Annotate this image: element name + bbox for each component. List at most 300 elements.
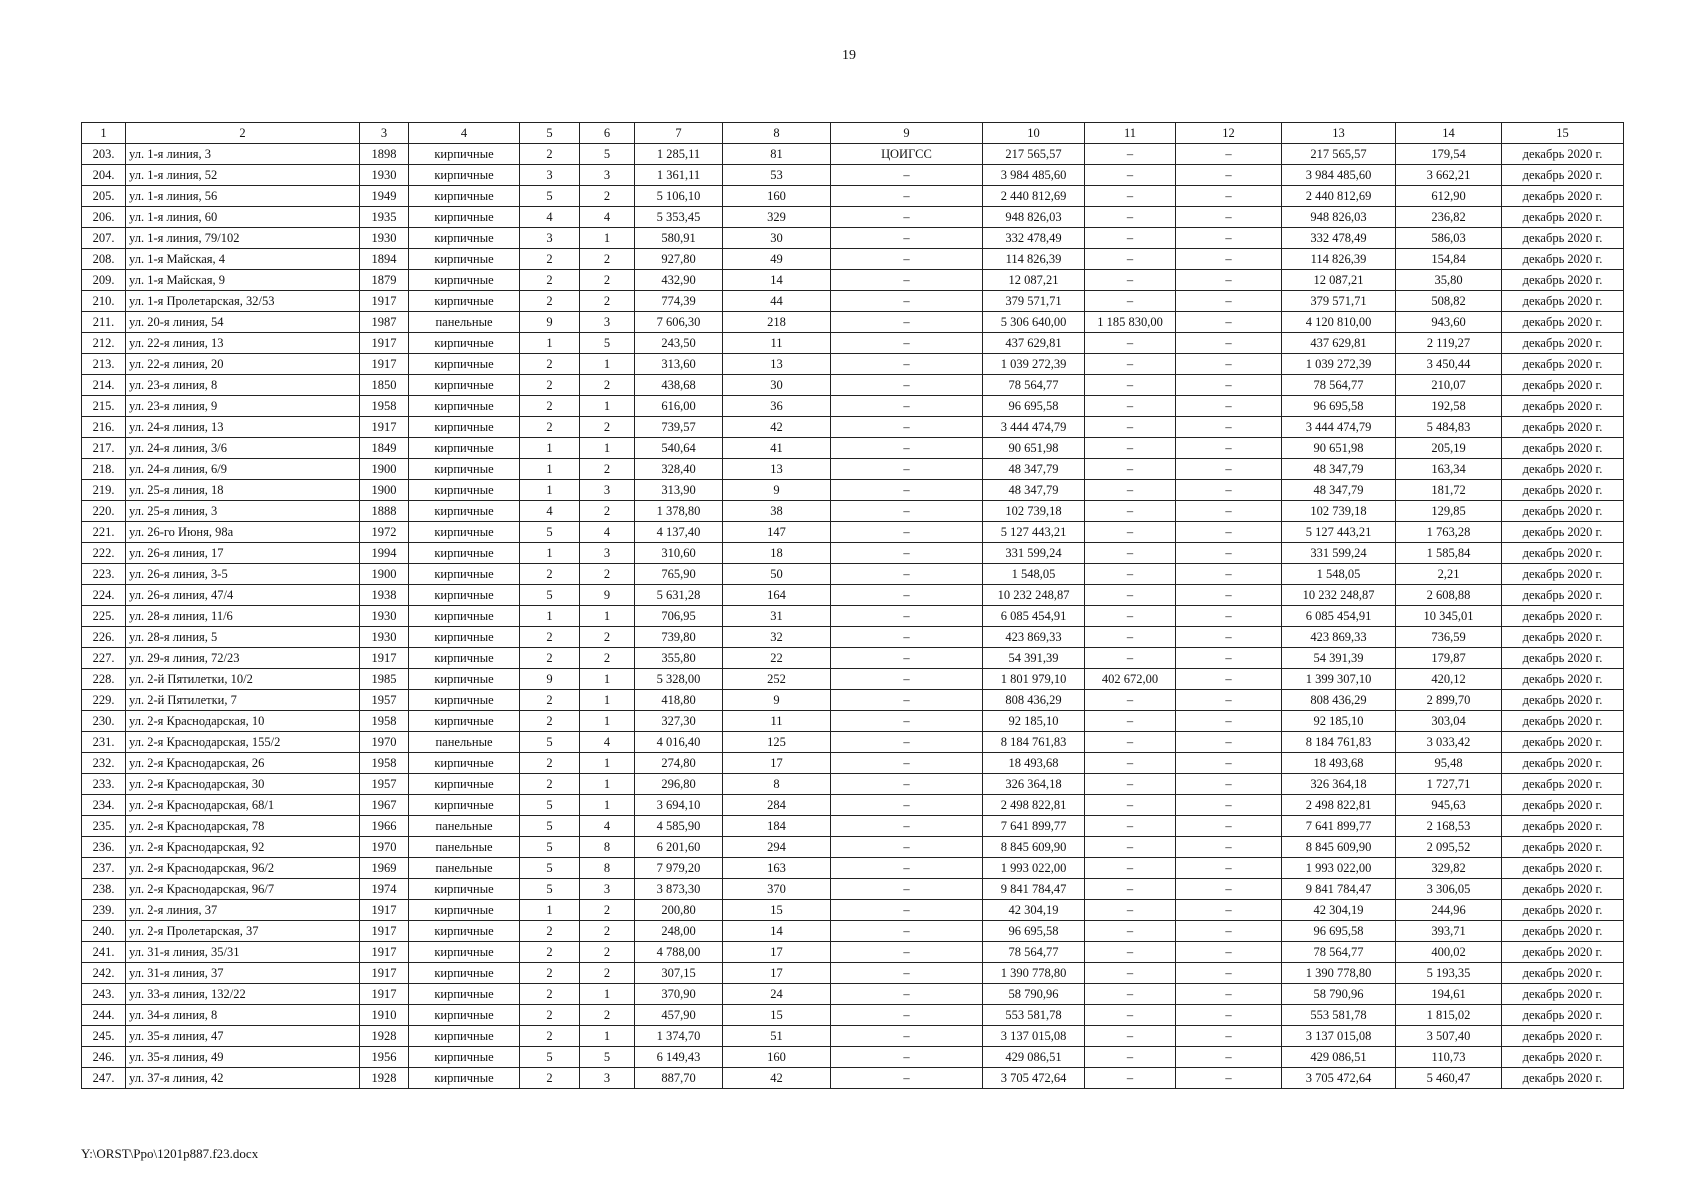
table-row (82, 249, 1624, 270)
cell-area: 438,68 (635, 375, 723, 396)
cell-cost-col-13: 7 641 899,77 (1282, 816, 1396, 837)
cell-entrances: 5 (580, 1047, 635, 1068)
cell-row-number: 229. (82, 690, 126, 711)
cell-wall-material: кирпичные (409, 606, 520, 627)
cell-note: – (831, 354, 983, 375)
cell-deadline: декабрь 2020 г. (1502, 543, 1624, 564)
cell-deadline: декабрь 2020 г. (1502, 438, 1624, 459)
table-row (82, 417, 1624, 438)
cell-residents: 30 (723, 375, 831, 396)
cell-row-number: 211. (82, 312, 126, 333)
cell-deadline: декабрь 2020 г. (1502, 879, 1624, 900)
cell-cost-per-unit: 10 345,01 (1396, 606, 1502, 627)
table-row (82, 690, 1624, 711)
cell-year-built: 1917 (360, 921, 409, 942)
cell-row-number: 226. (82, 627, 126, 648)
cell-cost-col-12: – (1176, 438, 1282, 459)
table-row (82, 753, 1624, 774)
cell-deadline: декабрь 2020 г. (1502, 354, 1624, 375)
cell-entrances: 1 (580, 438, 635, 459)
cell-address: ул. 37-я линия, 42 (126, 1068, 360, 1089)
cell-cost-col-12: – (1176, 564, 1282, 585)
cell-residents: 22 (723, 648, 831, 669)
cell-floors: 2 (520, 417, 580, 438)
cell-wall-material: кирпичные (409, 753, 520, 774)
cell-cost-col-11: – (1085, 396, 1176, 417)
cell-entrances: 2 (580, 942, 635, 963)
cell-cost-col-12: – (1176, 711, 1282, 732)
cell-row-number: 228. (82, 669, 126, 690)
cell-cost-col-11: – (1085, 1068, 1176, 1089)
cell-residents: 13 (723, 459, 831, 480)
cell-floors: 2 (520, 1068, 580, 1089)
cell-floors: 1 (520, 480, 580, 501)
cell-entrances: 2 (580, 249, 635, 270)
cell-cost-col-11: – (1085, 207, 1176, 228)
cell-deadline: декабрь 2020 г. (1502, 900, 1624, 921)
cell-row-number: 209. (82, 270, 126, 291)
cell-deadline: декабрь 2020 г. (1502, 984, 1624, 1005)
cell-total-cost: 3 137 015,08 (983, 1026, 1085, 1047)
cell-address: ул. 1-я Пролетарская, 32/53 (126, 291, 360, 312)
cell-year-built: 1928 (360, 1026, 409, 1047)
cell-deadline: декабрь 2020 г. (1502, 396, 1624, 417)
cell-wall-material: кирпичные (409, 228, 520, 249)
cell-row-number: 216. (82, 417, 126, 438)
cell-cost-col-11: – (1085, 1026, 1176, 1047)
cell-total-cost: 553 581,78 (983, 1005, 1085, 1026)
cell-wall-material: кирпичные (409, 648, 520, 669)
cell-area: 274,80 (635, 753, 723, 774)
cell-cost-col-12: – (1176, 648, 1282, 669)
cell-row-number: 225. (82, 606, 126, 627)
cell-total-cost: 217 565,57 (983, 144, 1085, 165)
cell-cost-col-13: 96 695,58 (1282, 921, 1396, 942)
table-row (82, 585, 1624, 606)
cell-wall-material: кирпичные (409, 375, 520, 396)
cell-cost-col-11: – (1085, 1047, 1176, 1068)
cell-residents: 252 (723, 669, 831, 690)
table-row (82, 774, 1624, 795)
cell-entrances: 3 (580, 480, 635, 501)
cell-area: 1 374,70 (635, 1026, 723, 1047)
cell-cost-col-12: – (1176, 291, 1282, 312)
cell-floors: 2 (520, 291, 580, 312)
table-row (82, 1068, 1624, 1089)
cell-deadline: декабрь 2020 г. (1502, 1026, 1624, 1047)
cell-total-cost: 18 493,68 (983, 753, 1085, 774)
cell-wall-material: кирпичные (409, 774, 520, 795)
cell-wall-material: кирпичные (409, 921, 520, 942)
cell-residents: 160 (723, 1047, 831, 1068)
cell-row-number: 234. (82, 795, 126, 816)
cell-cost-per-unit: 179,54 (1396, 144, 1502, 165)
cell-row-number: 207. (82, 228, 126, 249)
cell-area: 616,00 (635, 396, 723, 417)
cell-address: ул. 35-я линия, 47 (126, 1026, 360, 1047)
cell-deadline: декабрь 2020 г. (1502, 291, 1624, 312)
column-header-2: 2 (126, 123, 360, 144)
cell-total-cost: 3 444 474,79 (983, 417, 1085, 438)
cell-address: ул. 24-я линия, 13 (126, 417, 360, 438)
cell-total-cost: 1 390 778,80 (983, 963, 1085, 984)
cell-address: ул. 22-я линия, 13 (126, 333, 360, 354)
cell-wall-material: кирпичные (409, 669, 520, 690)
cell-address: ул. 2-я Краснодарская, 155/2 (126, 732, 360, 753)
cell-cost-col-13: 437 629,81 (1282, 333, 1396, 354)
cell-year-built: 1957 (360, 774, 409, 795)
cell-cost-col-13: 423 869,33 (1282, 627, 1396, 648)
cell-wall-material: кирпичные (409, 627, 520, 648)
cell-deadline: декабрь 2020 г. (1502, 732, 1624, 753)
cell-entrances: 4 (580, 732, 635, 753)
cell-area: 580,91 (635, 228, 723, 249)
cell-cost-col-11: – (1085, 438, 1176, 459)
cell-deadline: декабрь 2020 г. (1502, 858, 1624, 879)
cell-residents: 9 (723, 480, 831, 501)
cell-address: ул. 2-я Краснодарская, 10 (126, 711, 360, 732)
cell-residents: 49 (723, 249, 831, 270)
table-row (82, 543, 1624, 564)
cell-wall-material: кирпичные (409, 690, 520, 711)
cell-cost-col-12: – (1176, 333, 1282, 354)
cell-total-cost: 48 347,79 (983, 459, 1085, 480)
cell-note: – (831, 459, 983, 480)
cell-residents: 218 (723, 312, 831, 333)
cell-cost-col-13: 331 599,24 (1282, 543, 1396, 564)
cell-cost-per-unit: 194,61 (1396, 984, 1502, 1005)
cell-cost-col-11: – (1085, 228, 1176, 249)
table-row (82, 186, 1624, 207)
cell-area: 5 106,10 (635, 186, 723, 207)
cell-area: 774,39 (635, 291, 723, 312)
cell-entrances: 3 (580, 1068, 635, 1089)
column-header-10: 10 (983, 123, 1085, 144)
cell-row-number: 205. (82, 186, 126, 207)
cell-cost-col-11: – (1085, 795, 1176, 816)
cell-deadline: декабрь 2020 г. (1502, 1068, 1624, 1089)
cell-entrances: 9 (580, 585, 635, 606)
cell-total-cost: 3 705 472,64 (983, 1068, 1085, 1089)
cell-entrances: 1 (580, 228, 635, 249)
cell-wall-material: панельные (409, 837, 520, 858)
cell-cost-col-12: – (1176, 837, 1282, 858)
cell-residents: 11 (723, 711, 831, 732)
cell-total-cost: 8 184 761,83 (983, 732, 1085, 753)
table-row (82, 606, 1624, 627)
cell-address: ул. 31-я линия, 37 (126, 963, 360, 984)
cell-area: 418,80 (635, 690, 723, 711)
cell-total-cost: 1 548,05 (983, 564, 1085, 585)
table-row (82, 732, 1624, 753)
cell-floors: 5 (520, 585, 580, 606)
cell-cost-per-unit: 1 727,71 (1396, 774, 1502, 795)
cell-residents: 36 (723, 396, 831, 417)
cell-entrances: 2 (580, 501, 635, 522)
cell-wall-material: кирпичные (409, 522, 520, 543)
cell-note: – (831, 375, 983, 396)
column-header-9: 9 (831, 123, 983, 144)
cell-floors: 5 (520, 795, 580, 816)
cell-note: – (831, 207, 983, 228)
cell-entrances: 1 (580, 1026, 635, 1047)
cell-cost-col-13: 78 564,77 (1282, 375, 1396, 396)
cell-floors: 2 (520, 774, 580, 795)
cell-floors: 2 (520, 1005, 580, 1026)
table-row (82, 648, 1624, 669)
cell-row-number: 246. (82, 1047, 126, 1068)
cell-cost-col-11: – (1085, 375, 1176, 396)
cell-year-built: 1930 (360, 228, 409, 249)
cell-row-number: 240. (82, 921, 126, 942)
cell-entrances: 2 (580, 291, 635, 312)
cell-year-built: 1917 (360, 333, 409, 354)
cell-deadline: декабрь 2020 г. (1502, 228, 1624, 249)
cell-row-number: 227. (82, 648, 126, 669)
cell-floors: 2 (520, 942, 580, 963)
cell-cost-col-12: – (1176, 165, 1282, 186)
cell-floors: 1 (520, 459, 580, 480)
table-row (82, 1005, 1624, 1026)
cell-deadline: декабрь 2020 г. (1502, 1005, 1624, 1026)
cell-entrances: 3 (580, 165, 635, 186)
cell-year-built: 1917 (360, 291, 409, 312)
cell-note: – (831, 942, 983, 963)
cell-area: 457,90 (635, 1005, 723, 1026)
cell-year-built: 1956 (360, 1047, 409, 1068)
cell-row-number: 203. (82, 144, 126, 165)
table-row (82, 354, 1624, 375)
cell-address: ул. 35-я линия, 49 (126, 1047, 360, 1068)
cell-wall-material: кирпичные (409, 291, 520, 312)
page-number: 19 (842, 48, 856, 63)
cell-total-cost: 5 127 443,21 (983, 522, 1085, 543)
cell-area: 4 137,40 (635, 522, 723, 543)
cell-year-built: 1958 (360, 396, 409, 417)
cell-floors: 1 (520, 543, 580, 564)
cell-row-number: 212. (82, 333, 126, 354)
table-row (82, 144, 1624, 165)
cell-year-built: 1930 (360, 165, 409, 186)
cell-entrances: 1 (580, 669, 635, 690)
cell-wall-material: кирпичные (409, 564, 520, 585)
cell-cost-col-13: 4 120 810,00 (1282, 312, 1396, 333)
cell-address: ул. 26-я линия, 17 (126, 543, 360, 564)
cell-cost-col-13: 3 137 015,08 (1282, 1026, 1396, 1047)
cell-cost-col-11: – (1085, 963, 1176, 984)
cell-cost-col-13: 379 571,71 (1282, 291, 1396, 312)
table-row (82, 207, 1624, 228)
cell-note: – (831, 186, 983, 207)
cell-area: 296,80 (635, 774, 723, 795)
table-row (82, 669, 1624, 690)
cell-row-number: 223. (82, 564, 126, 585)
column-header-13: 13 (1282, 123, 1396, 144)
cell-entrances: 4 (580, 816, 635, 837)
column-header-7: 7 (635, 123, 723, 144)
cell-cost-col-13: 9 841 784,47 (1282, 879, 1396, 900)
cell-cost-col-12: – (1176, 753, 1282, 774)
cell-year-built: 1900 (360, 459, 409, 480)
cell-deadline: декабрь 2020 г. (1502, 144, 1624, 165)
cell-entrances: 2 (580, 900, 635, 921)
cell-floors: 5 (520, 1047, 580, 1068)
column-header-1: 1 (82, 123, 126, 144)
cell-address: ул. 24-я линия, 3/6 (126, 438, 360, 459)
cell-cost-per-unit: 5 460,47 (1396, 1068, 1502, 1089)
table-row (82, 333, 1624, 354)
cell-residents: 329 (723, 207, 831, 228)
cell-cost-col-12: – (1176, 228, 1282, 249)
table-row (82, 942, 1624, 963)
cell-total-cost: 9 841 784,47 (983, 879, 1085, 900)
cell-cost-col-13: 1 039 272,39 (1282, 354, 1396, 375)
cell-wall-material: кирпичные (409, 249, 520, 270)
cell-total-cost: 54 391,39 (983, 648, 1085, 669)
cell-floors: 2 (520, 648, 580, 669)
cell-area: 4 585,90 (635, 816, 723, 837)
cell-cost-per-unit: 129,85 (1396, 501, 1502, 522)
cell-year-built: 1917 (360, 963, 409, 984)
cell-floors: 1 (520, 606, 580, 627)
cell-deadline: декабрь 2020 г. (1502, 837, 1624, 858)
cell-floors: 5 (520, 837, 580, 858)
cell-note: – (831, 732, 983, 753)
cell-row-number: 245. (82, 1026, 126, 1047)
cell-cost-per-unit: 244,96 (1396, 900, 1502, 921)
cell-entrances: 2 (580, 1005, 635, 1026)
cell-note: – (831, 1005, 983, 1026)
table-row (82, 480, 1624, 501)
cell-area: 1 285,11 (635, 144, 723, 165)
cell-address: ул. 2-я Краснодарская, 92 (126, 837, 360, 858)
cell-cost-per-unit: 95,48 (1396, 753, 1502, 774)
cell-address: ул. 23-я линия, 9 (126, 396, 360, 417)
table-row (82, 900, 1624, 921)
cell-area: 4 016,40 (635, 732, 723, 753)
column-header-14: 14 (1396, 123, 1502, 144)
cell-floors: 5 (520, 858, 580, 879)
cell-cost-per-unit: 3 033,42 (1396, 732, 1502, 753)
cell-cost-col-11: – (1085, 690, 1176, 711)
cell-note: – (831, 795, 983, 816)
cell-note: – (831, 669, 983, 690)
cell-deadline: декабрь 2020 г. (1502, 186, 1624, 207)
cell-note: – (831, 1047, 983, 1068)
cell-cost-col-13: 1 993 022,00 (1282, 858, 1396, 879)
cell-cost-col-11: – (1085, 459, 1176, 480)
cell-address: ул. 2-я Краснодарская, 30 (126, 774, 360, 795)
cell-wall-material: кирпичные (409, 186, 520, 207)
cell-area: 927,80 (635, 249, 723, 270)
table-row (82, 984, 1624, 1005)
cell-residents: 8 (723, 774, 831, 795)
cell-cost-per-unit: 3 450,44 (1396, 354, 1502, 375)
cell-floors: 5 (520, 186, 580, 207)
cell-cost-col-12: – (1176, 375, 1282, 396)
cell-note: – (831, 501, 983, 522)
cell-total-cost: 48 347,79 (983, 480, 1085, 501)
cell-row-number: 204. (82, 165, 126, 186)
cell-total-cost: 437 629,81 (983, 333, 1085, 354)
cell-area: 7 979,20 (635, 858, 723, 879)
cell-deadline: декабрь 2020 г. (1502, 795, 1624, 816)
cell-address: ул. 20-я линия, 54 (126, 312, 360, 333)
cell-address: ул. 26-я линия, 47/4 (126, 585, 360, 606)
cell-entrances: 2 (580, 564, 635, 585)
cell-cost-per-unit: 612,90 (1396, 186, 1502, 207)
cell-year-built: 1894 (360, 249, 409, 270)
cell-area: 540,64 (635, 438, 723, 459)
cell-total-cost: 3 984 485,60 (983, 165, 1085, 186)
cell-area: 765,90 (635, 564, 723, 585)
cell-area: 3 694,10 (635, 795, 723, 816)
cell-cost-col-12: – (1176, 774, 1282, 795)
cell-row-number: 206. (82, 207, 126, 228)
column-header-5: 5 (520, 123, 580, 144)
cell-deadline: декабрь 2020 г. (1502, 963, 1624, 984)
cell-cost-col-11: – (1085, 900, 1176, 921)
cell-total-cost: 1 801 979,10 (983, 669, 1085, 690)
cell-note: – (831, 711, 983, 732)
cell-row-number: 213. (82, 354, 126, 375)
cell-cost-per-unit: 5 484,83 (1396, 417, 1502, 438)
cell-cost-col-11: – (1085, 627, 1176, 648)
cell-cost-col-11: – (1085, 564, 1176, 585)
cell-floors: 3 (520, 165, 580, 186)
cell-residents: 38 (723, 501, 831, 522)
cell-residents: 160 (723, 186, 831, 207)
cell-deadline: декабрь 2020 г. (1502, 207, 1624, 228)
cell-cost-col-12: – (1176, 1047, 1282, 1068)
table-row (82, 270, 1624, 291)
cell-area: 6 149,43 (635, 1047, 723, 1068)
cell-cost-col-12: – (1176, 858, 1282, 879)
cell-cost-per-unit: 945,63 (1396, 795, 1502, 816)
cell-note: – (831, 564, 983, 585)
cell-cost-col-13: 332 478,49 (1282, 228, 1396, 249)
cell-floors: 2 (520, 354, 580, 375)
cell-note: – (831, 522, 983, 543)
cell-address: ул. 23-я линия, 8 (126, 375, 360, 396)
cell-cost-col-12: – (1176, 417, 1282, 438)
cell-total-cost: 1 039 272,39 (983, 354, 1085, 375)
cell-note: – (831, 816, 983, 837)
cell-note: – (831, 1068, 983, 1089)
cell-address: ул. 1-я Майская, 9 (126, 270, 360, 291)
cell-area: 887,70 (635, 1068, 723, 1089)
cell-address: ул. 1-я линия, 52 (126, 165, 360, 186)
cell-row-number: 221. (82, 522, 126, 543)
table-row (82, 858, 1624, 879)
cell-cost-per-unit: 205,19 (1396, 438, 1502, 459)
cell-note: – (831, 963, 983, 984)
cell-entrances: 2 (580, 270, 635, 291)
cell-year-built: 1938 (360, 585, 409, 606)
cell-wall-material: кирпичные (409, 396, 520, 417)
table-row (82, 312, 1624, 333)
cell-cost-col-12: – (1176, 963, 1282, 984)
cell-note: – (831, 333, 983, 354)
cell-row-number: 243. (82, 984, 126, 1005)
cell-year-built: 1928 (360, 1068, 409, 1089)
cell-row-number: 236. (82, 837, 126, 858)
cell-total-cost: 331 599,24 (983, 543, 1085, 564)
cell-total-cost: 8 845 609,90 (983, 837, 1085, 858)
cell-cost-col-11: 1 185 830,00 (1085, 312, 1176, 333)
cell-cost-col-13: 92 185,10 (1282, 711, 1396, 732)
cell-cost-col-11: – (1085, 753, 1176, 774)
